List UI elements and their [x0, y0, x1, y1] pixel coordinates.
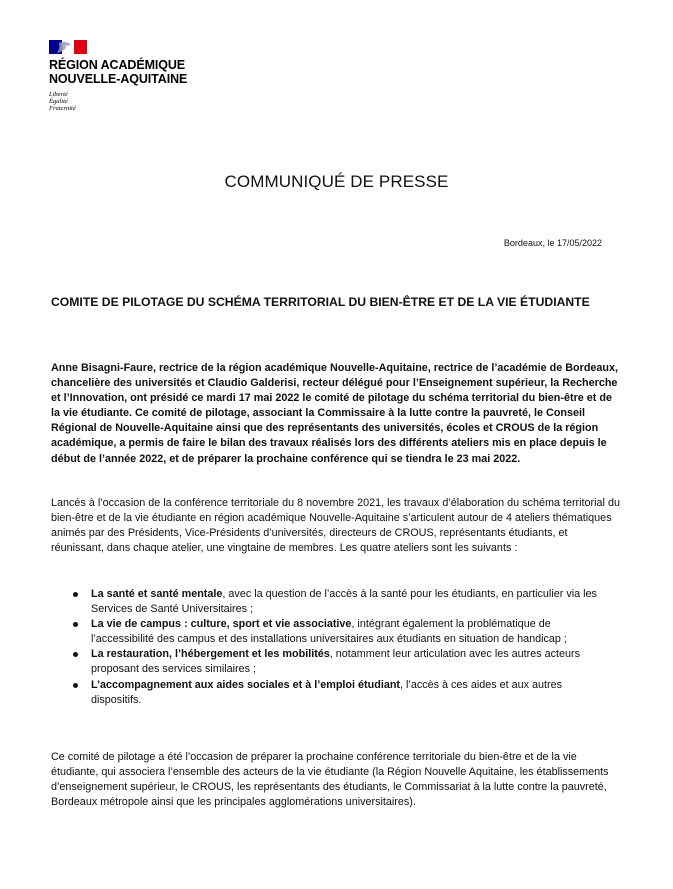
region-academique-logo: [49, 40, 249, 112]
body-paragraph-1: Lancés à l’occasion de la conférence territoriale du 8 novembre 2021, les travaux d’élaboration du schéma territorial du bien-être et de la vie étudiante en région académique Nouvelle-Aquitaine s’articulent autour de 4 ateliers thématiques animés par des Présidents, Vice-Présidents d’universités, directeurs de CROUS, représentants étudiants, et réunissant, dans chaque atelier, une vingtaine de membres. Les quatre ateliers sont les suivants :: [51, 497, 620, 555]
logo-motto: [49, 91, 249, 112]
list-item: [51, 587, 611, 617]
list-item-title: La restauration, l’hébergement et les mobilités: [91, 648, 330, 661]
page-title: COMMUNIQUÉ DE PRESSE: [224, 172, 449, 191]
list-item-text: , intégrant également la problématique de l’accessibilité des campus et des installations universitaires aux étudiants en situation de handicap ;: [91, 618, 567, 646]
list-item-title: La santé et santé mentale: [91, 588, 223, 600]
workshop-list: [51, 587, 611, 708]
body-paragraph-2: Ce comité de pilotage a été l’occasion de préparer la prochaine conférence territoriale du bien-être et de la vie étudiante, qui associera l’ensemble des acteurs de la vie étudiante (la Région Nouvelle Aquitaine, les établissements d’enseignement supérieur, le CROUS, les représentants des étudiants, le Commissariat à la lutte contre la pauvreté, Bordeaux métropole ainsi que les principales agglomérations universitaires).: [51, 751, 609, 809]
list-item-text: , notamment leur articulation avec les autres acteurs proposant des services similaires ;: [91, 648, 581, 676]
list-item: [51, 647, 611, 677]
list-item-text: , l’accès à ces aides et aux autres dispositifs.: [91, 678, 563, 706]
motto-fraternite: Fraternité: [49, 105, 76, 112]
dateline: Bordeaux, le 17/05/2022: [503, 238, 602, 248]
motto-liberte: Liberté: [49, 91, 68, 98]
bullet-icon: [73, 622, 78, 627]
bullet-icon: [73, 652, 78, 657]
bullet-icon: [73, 683, 78, 688]
list-item: [51, 678, 611, 708]
list-item-title: La vie de campus : culture, sport et vie associative: [91, 618, 352, 631]
motto-egalite: Égalité: [49, 98, 68, 105]
list-item: [51, 617, 611, 647]
list-item-text: , avec la question de l’accès à la santé pour les étudiants, en particulier via les Services de Santé Universitaires ;: [91, 588, 597, 616]
lead-paragraph: Anne Bisagni-Faure, rectrice de la région académique Nouvelle-Aquitaine, rectrice de l’académie de Bordeaux, chancelière des universités et Claudio Galderisi, recteur délégué pour l’Enseignement supérieur, la Recherche et l’Innovation, ont présidé ce mardi 17 mai 2022 le comité de pilotage du schéma territorial du bien-être et de la vie étudiante. Ce comité de pilotage, associant la Commissaire à la lutte contre la pauvreté, le Conseil Régional de Nouvelle-Aquitaine ainsi que des représentants des universités, écoles et CROUS de la région académique, a permis de faire le bilan des travaux réalisés lors des différents ateliers mis en place depuis le début de l’année 2022, et de préparer la prochaine conférence qui se tiendra le 23 mai 2022.: [51, 362, 619, 465]
bullet-icon: [73, 592, 78, 597]
logo-name-line1: RÉGION ACADÉMIQUE: [49, 58, 186, 72]
logo-name: [49, 58, 249, 86]
marianne-flag-icon: [49, 40, 87, 54]
list-item-title: L’accompagnement aux aides sociales et à l’emploi étudiant: [91, 678, 401, 691]
logo-name-line2: NOUVELLE-AQUITAINE: [49, 72, 188, 86]
press-release-heading: COMITE DE PILOTAGE DU SCHÉMA TERRITORIAL DU BIEN-ÊTRE ET DE LA VIE ÉTUDIANTE: [51, 295, 590, 309]
